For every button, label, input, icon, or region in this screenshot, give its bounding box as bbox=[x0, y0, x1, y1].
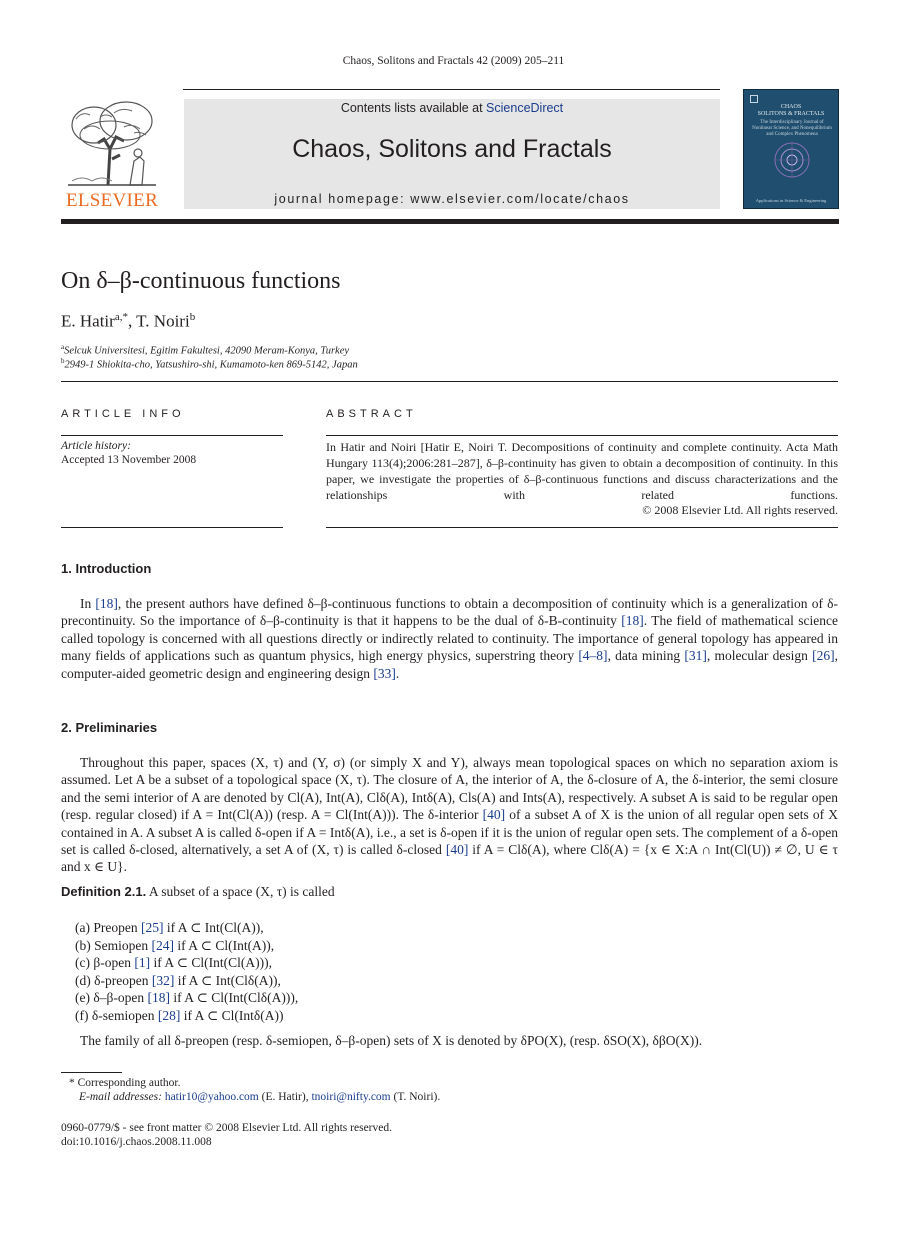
citation-link[interactable]: [18] bbox=[621, 613, 644, 629]
masthead-thick-rule bbox=[61, 219, 839, 224]
affiliation-a bbox=[61, 343, 349, 357]
journal-homepage[interactable]: journal homepage: www.elsevier.com/locate/chaos bbox=[274, 192, 630, 206]
section-2-heading: 2. Preliminaries bbox=[61, 720, 158, 735]
abstract-rule-top bbox=[326, 435, 838, 436]
citation-link[interactable]: [40] bbox=[482, 807, 506, 823]
journal-title: Chaos, Solitons and Fractals bbox=[292, 135, 612, 163]
item-name: δ-preopen bbox=[94, 972, 152, 988]
item-marker: (e) bbox=[75, 990, 94, 1005]
email-link-noiri[interactable]: tnoiri@nifty.com bbox=[311, 1091, 391, 1103]
item-marker: (d) bbox=[75, 972, 95, 988]
definition-item bbox=[75, 954, 298, 972]
citation-link[interactable]: [24] bbox=[151, 937, 174, 953]
citation-link[interactable]: [32] bbox=[151, 972, 175, 988]
issn-line: 0960-0779/$ - see front matter © 2008 Elsevier Ltd. All rights reserved. bbox=[61, 1122, 392, 1134]
intro-text-7: . bbox=[395, 665, 400, 681]
item-condition: if A ⊂ Cl(Int(A)), bbox=[174, 937, 275, 953]
cover-mark-icon bbox=[750, 95, 758, 103]
item-name: δ–β-open bbox=[93, 990, 148, 1005]
email-owner-1: (E. Hatir), bbox=[258, 1091, 312, 1103]
item-condition: if A ⊂ Cl(Int(Clδ(A))), bbox=[169, 990, 299, 1005]
item-name: Preopen bbox=[93, 920, 141, 935]
citation-link[interactable]: [18] bbox=[147, 990, 170, 1005]
footnote-rule bbox=[61, 1072, 122, 1073]
intro-text-5: , molecular design bbox=[706, 648, 813, 664]
item-marker: (a) bbox=[75, 920, 94, 935]
contents-prefix: Contents lists available at bbox=[340, 101, 487, 115]
definition-items bbox=[75, 919, 298, 1024]
author-2[interactable]: T. Noiri bbox=[136, 311, 190, 331]
item-marker: (b) bbox=[75, 937, 95, 953]
abstract-label: ABSTRACT bbox=[326, 408, 417, 420]
intro-text-1: In bbox=[80, 596, 96, 611]
cover-title bbox=[744, 104, 838, 118]
definition-item bbox=[75, 972, 298, 990]
item-condition: if A ⊂ Cl(Intδ(A)) bbox=[180, 1007, 284, 1023]
definition-label: Definition 2.1. bbox=[61, 884, 147, 899]
abstract-text: In Hatir and Noiri [Hatir E, Noiri T. Decompositions of continuity and complete continuity. Acta Math Hungary 113(4);2006:281–287], δ–β-continuity has given to obtain a decomposition of continuity. In this paper, we investigate the properties of δ–β-continuous functions and discuss characterizations and the relationships with related functions. bbox=[326, 440, 838, 502]
introduction-paragraph bbox=[61, 595, 838, 682]
running-head: Chaos, Solitons and Fractals 42 (2009) 205–211 bbox=[342, 55, 565, 67]
intro-text-2: , the present authors have defined δ–β-continuous functions to obtain a decomposition of continuity which is a generalization of δ-precontinuity. So the importance of δ–β-continuity is that it happens to be the dual of δ-B-continuity bbox=[61, 596, 838, 629]
email-addresses-note bbox=[79, 1091, 440, 1103]
affiliation-b-mark: b bbox=[61, 357, 65, 365]
article-history-value: Accepted 13 November 2008 bbox=[61, 454, 197, 466]
cover-title-line1: CHAOS bbox=[780, 104, 802, 110]
citation-link[interactable]: [18] bbox=[95, 596, 118, 611]
item-condition: if A ⊂ Int(Cl(A)), bbox=[163, 920, 264, 935]
cover-footer: Applications in Science & Engineering bbox=[755, 198, 827, 203]
citation-link[interactable]: [4–8] bbox=[578, 648, 608, 664]
intro-text-3: . The field of mathematical science called topology is concerned with all questions directly or indirectly related to continuity. The importance of general topology has appeared in many fields of applications such as quantum physics, high energy physics, superstring theory bbox=[61, 613, 838, 664]
email-link-hatir[interactable]: hatir10@yahoo.com bbox=[164, 1091, 259, 1103]
elsevier-logo[interactable] bbox=[61, 99, 163, 209]
article-info-rule-top bbox=[61, 435, 283, 436]
corresponding-author-note: * Corresponding author. bbox=[69, 1077, 181, 1089]
elsevier-tree-icon bbox=[64, 99, 160, 187]
abstract-copyright: © 2008 Elsevier Ltd. All rights reserved. bbox=[642, 503, 838, 517]
doi-line[interactable]: doi:10.1016/j.chaos.2008.11.008 bbox=[61, 1136, 212, 1148]
email-owner-2: (T. Noiri). bbox=[390, 1091, 441, 1103]
cover-fractal-icon bbox=[772, 140, 812, 180]
item-name: δ-semiopen bbox=[91, 1007, 158, 1023]
intro-text-6: , computer-aided geometric design and engineering design bbox=[61, 648, 838, 681]
cover-title-line2: SOLITONS & FRACTALS bbox=[757, 111, 825, 117]
affiliation-a-mark: a bbox=[61, 343, 65, 351]
definition-statement: A subset of a space (X, τ) is called bbox=[146, 884, 335, 899]
section-1-heading: 1. Introduction bbox=[61, 561, 152, 576]
citation-link[interactable]: [1] bbox=[134, 955, 151, 970]
citation-link[interactable]: [40] bbox=[445, 842, 469, 858]
article-history-label: Article history: bbox=[61, 440, 131, 452]
affiliation-b-text: 2949-1 Shiokita-cho, Yatsushiro-shi, Kumamoto-ken 869-5142, Japan bbox=[64, 359, 358, 371]
family-text: The family of all δ-preopen (resp. δ-semiopen, δ–β-open) sets of X is denoted by δPO(X), (resp. δSO(X), δβO(X)). bbox=[80, 1033, 703, 1048]
abstract-rule-bottom bbox=[326, 527, 838, 528]
contents-lists-line bbox=[184, 101, 720, 115]
item-condition: if A ⊂ Int(Clδ(A)), bbox=[174, 972, 281, 988]
affiliation-b bbox=[61, 357, 358, 371]
definition-item bbox=[75, 937, 298, 955]
prelim-text-2: of a subset A of X is the union of all regular open sets of X contained in A. A subset A is called δ-open if A = Intδ(A), i.e., a set is δ-open if it is the union of regular open sets. The complement of a δ-open set is called δ-closed, alternatively, a set A of (X, τ) is called δ-closed bbox=[61, 807, 838, 858]
family-notation-paragraph bbox=[61, 1032, 838, 1049]
item-condition: if A ⊂ Cl(Int(Cl(A))), bbox=[150, 955, 273, 970]
author-2-affil-mark[interactable]: b bbox=[189, 311, 196, 323]
definition-item bbox=[75, 1007, 298, 1025]
author-separator: , bbox=[127, 311, 137, 331]
definition-item bbox=[75, 989, 298, 1007]
item-name: β-open bbox=[93, 955, 135, 970]
item-name: Semiopen bbox=[94, 937, 152, 953]
article-info-label: ARTICLE INFO bbox=[61, 408, 185, 420]
intro-text-4: , data mining bbox=[607, 648, 685, 664]
preliminaries-paragraph bbox=[61, 754, 838, 876]
item-marker: (c) bbox=[75, 955, 94, 970]
definition-item bbox=[75, 919, 298, 937]
journal-cover-thumbnail[interactable] bbox=[743, 89, 839, 209]
citation-link[interactable]: [33] bbox=[373, 665, 396, 681]
masthead-top-rule bbox=[183, 89, 720, 90]
prelim-text-3: if A = Clδ(A), where Clδ(A) = {x ∈ X:A ∩ Int(Cl(U)) ≠ ∅, U ∈ τ and x ∈ U}. bbox=[61, 842, 838, 875]
article-title: On δ–β-continuous functions bbox=[61, 268, 341, 294]
author-line bbox=[61, 311, 195, 332]
header-divider bbox=[61, 381, 838, 382]
citation-link[interactable]: [28] bbox=[157, 1007, 181, 1023]
author-1[interactable]: E. Hatir bbox=[61, 311, 115, 331]
item-marker: (f) bbox=[75, 1007, 92, 1023]
citation-link[interactable]: [25] bbox=[140, 920, 164, 935]
affiliation-a-text: Selcuk Universitesi, Egitim Fakultesi, 42090 Meram-Konya, Turkey bbox=[64, 345, 350, 357]
author-1-affil-mark[interactable]: a,* bbox=[114, 311, 128, 323]
definition-2-1 bbox=[61, 884, 335, 900]
citation-link[interactable]: [31] bbox=[684, 648, 707, 664]
elsevier-wordmark: ELSEVIER bbox=[65, 190, 159, 211]
cover-subtitle: The Interdisciplinary Journal of Nonlinear Science, and Nonequilibrium and Complex Phenomena bbox=[752, 120, 832, 137]
sciencedirect-link[interactable]: ScienceDirect bbox=[486, 101, 564, 115]
citation-link[interactable]: [26] bbox=[812, 648, 835, 664]
prelim-text-1: Throughout this paper, spaces (X, τ) and (Y, σ) (or simply X and Y), always mean topological spaces on which no separation axiom is assumed. Let A be a subset of a topological space (X, τ). The closure of A, the interior of A, the δ-closure of A, the δ-interior, the semi closure and the semi interior of A are denoted by Cl(A), Int(A), Clδ(A), Intδ(A), Cls(A) and Ints(A), respectively. A subset A is said to be regular open (resp. regular closed) if A = Int(Cl(A)) (resp. A = Cl(Int(A))). The δ-interior bbox=[61, 755, 838, 823]
email-label: E-mail addresses: bbox=[79, 1091, 165, 1103]
article-info-rule-bottom bbox=[61, 527, 283, 528]
journal-banner bbox=[184, 99, 720, 209]
